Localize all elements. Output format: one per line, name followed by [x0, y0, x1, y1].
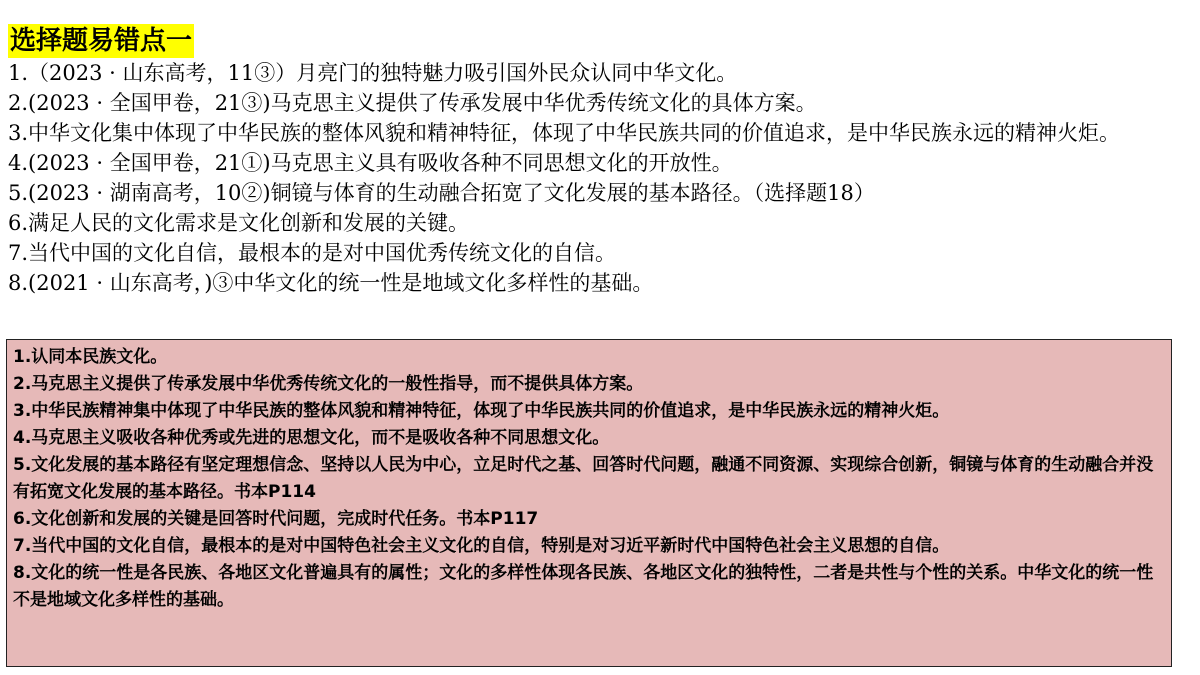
question-item-8: 8.(2021 · 山东高考，)③中华文化的统一性是地域文化多样性的基础。	[8, 271, 654, 295]
slide-title: 选择题易错点一	[10, 26, 193, 56]
question-item-2: 2.(2023 · 全国甲卷，21③)马克思主义提供了传承发展中华优秀传统文化的具体方案。	[8, 91, 817, 115]
answer-item-4: 4.马克思主义吸收各种优秀或先进的思想文化，而不是吸收各种不同思想文化。	[13, 428, 610, 448]
answer-item-5: 5.文化发展的基本路径有坚定理想信念、坚持以人民为中心，立足时代之基、回答时代问题，融通不同资源、实现综合创新，铜镜与体育的生动融合并没有拓宽文化发展的基本路径。书本P114	[13, 455, 1154, 502]
question-item-5: 5.(2023 · 湖南高考，10②)铜镜与体育的生动融合拓宽了文化发展的基本路径。（选择题18）	[8, 181, 875, 205]
question-item-4: 4.(2023 · 全国甲卷，21①)马克思主义具有吸收各种不同思想文化的开放性。	[8, 151, 733, 175]
answer-item-8: 8.文化的统一性是各民族、各地区文化普遍具有的属性；文化的多样性体现各民族、各地区文化的独特性，二者是共性与个性的关系。中华文化的统一性不是地域文化多样性的基础。	[13, 563, 1154, 610]
answer-item-1: 1.认同本民族文化。	[13, 347, 168, 367]
question-list	[8, 58, 1180, 298]
answer-item-7: 7.当代中国的文化自信，最根本的是对中国特色社会主义文化的自信，特别是对习近平新时代中国特色社会主义思想的自信。	[13, 536, 950, 556]
answer-item-6: 6.文化创新和发展的关键是回答时代问题，完成时代任务。书本P117	[13, 509, 539, 529]
question-item-7: 7.当代中国的文化自信，最根本的是对中国优秀传统文化的自信。	[8, 241, 617, 265]
question-item-1: 1.（2023 · 山东高考，11③）月亮门的独特魅力吸引国外民众认同中华文化。	[8, 61, 738, 85]
question-item-6: 6.满足人民的文化需求是文化创新和发展的关键。	[8, 211, 470, 235]
answer-item-2: 2.马克思主义提供了传承发展中华优秀传统文化的一般性指导，而不提供具体方案。	[13, 374, 644, 394]
answer-item-3: 3.中华民族精神集中体现了中华民族的整体风貌和精神特征，体现了中华民族共同的价值追求，是中华民族永远的精神火炬。	[13, 401, 950, 421]
answer-list	[13, 344, 1165, 614]
answer-box	[6, 339, 1172, 667]
question-item-3: 3.中华文化集中体现了中华民族的整体风貌和精神特征，体现了中华民族共同的价值追求，是中华民族永远的精神火炬。	[8, 121, 1121, 145]
